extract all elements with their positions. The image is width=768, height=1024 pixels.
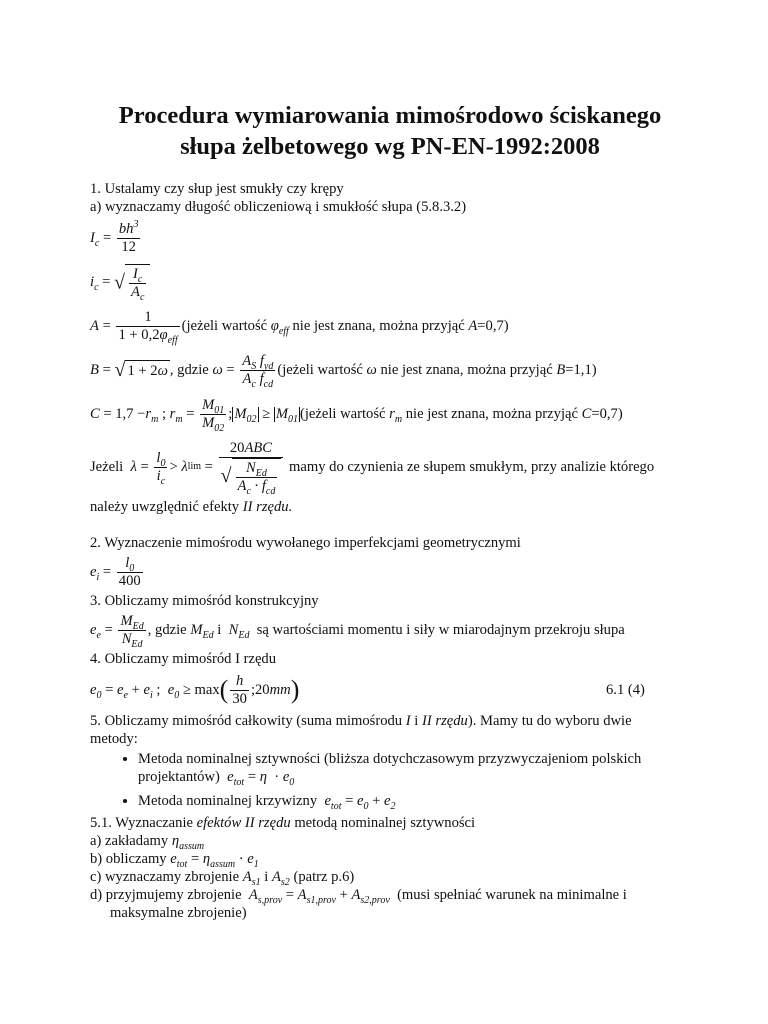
title-line-2: słupa żelbetowego wg PN-EN-1992:2008 (180, 133, 600, 160)
section-5-line-1 (90, 712, 690, 730)
A-value: =0,7) (477, 318, 509, 334)
s5-text-d: II rzędu (422, 713, 468, 729)
efekty-italic: II rzędu. (242, 499, 293, 515)
s51-text-b: metodą nominalnej sztywności (294, 815, 476, 831)
document-page (90, 100, 690, 922)
B-note-2: nie jest znana, można przyjąć (380, 362, 553, 378)
step-c-i: i (264, 869, 269, 885)
s51-text-it: efektów II rzędu (196, 815, 291, 831)
list-item: • Metoda nominalnej krzywizny $e_{tot} = e_0 + e_2$ (138, 792, 690, 810)
step-a: a) zakładamy $\eta_{assum}$ (90, 833, 205, 852)
step-b: b) obliczamy $e_{tot} = \eta_{assum} \cdot e_1$ (90, 851, 259, 870)
efekty-line (90, 498, 690, 516)
s3-i: i (217, 622, 222, 638)
step-d-end: (musi spełniać warunek na minimalne i (397, 887, 627, 903)
A-note-2: nie jest znana, można przyjąć (292, 318, 465, 334)
formula-A: A = 1 $1 + 0,2\varphi_{eff}$ (jeżeli wartość $\varphi_{eff}$ nie jest znana, można przyjąć A =0,7) (90, 308, 509, 346)
s3-desc: są wartościami momentu i siły w miarodajnym przekroju słupa (256, 622, 625, 638)
section-1a-text: a) wyznaczamy długość obliczeniową i smukłość słupa (5.8.3.2) (90, 199, 467, 215)
A-note: (jeżeli wartość (181, 318, 268, 334)
formula-slenderness: Jeżeli λ = $l_0$ $i_c$ > λ lim = 20ABC √ $N_{Ed}$ $A_c \cdot f_{cd}$ mamy do czynienia ze słupem smukłym, przy analizie którego (90, 439, 655, 497)
methods-list (90, 750, 690, 810)
step-d-text: d) przyjmujemy zbrojenie (90, 887, 242, 903)
step-c: c) wyznaczamy zbrojenie $A_{s1}$ i $A_{s2}$ (patrz p.6) (90, 869, 355, 888)
section-5-line-2: metody: (90, 731, 138, 747)
formula-e0: $e_0$ = $e_e$ + $e_i$ ; $e_0$ ≥ max ( h 30 ;20 mm ) 6.1 (4) (90, 672, 645, 707)
list-item: • Metoda nominalnej sztywności (bliższa dotychczasowym przyzwyczajeniom polskich projektantów) $e_{tot} = \eta \cdot e_0$ (138, 750, 690, 786)
method-1-text: Metoda nominalnej sztywności (bliższa dotychczasowym przyzwyczajeniom polskich (138, 751, 642, 767)
jezeli-text: Jeżeli (90, 459, 124, 475)
C-symbol: C (581, 406, 592, 422)
step-c-text: c) wyznaczamy zbrojenie (90, 869, 240, 885)
method-1-text-2: projektantów) (138, 769, 220, 785)
step-d: d) przyjmujemy zbrojenie $A_{s,prov} = A_{s1,prov} + A_{s2,prov}$ (musi spełniać warunek na minimalne i (90, 887, 627, 906)
B-value: =1,1) (565, 362, 597, 378)
s5-text-a: 5. Obliczamy mimośród całkowity (suma mimośrodu (90, 713, 403, 729)
formula-ee: $e_e$ = $M_{Ed}$ $N_{Ed}$ , gdzie $M_{Ed}$ i $N_{Ed}$ są wartościami momentu i siły w miarodajnym przekroju słupa (90, 612, 625, 650)
document-title (90, 100, 690, 162)
step-d-line-2: maksymalne zbrojenie) (110, 905, 247, 921)
C-note-2: nie jest znana, można przyjąć (405, 406, 578, 422)
A-symbol: A (468, 318, 478, 334)
B-note: (jeżeli wartość (277, 362, 363, 378)
title-line-1: Procedura wymiarowania mimośrodowo ściskanego (118, 102, 662, 129)
section-4-heading: 4. Obliczamy mimośród I rzędu (90, 651, 277, 667)
efekty-text: należy uwzględnić efekty (90, 499, 240, 515)
formula-B: B = √ 1 + 2ω , gdzie ω = $A_S$ $f_{yd}$ $A_c$ $f_{cd}$ (jeżeli wartość ω nie jest znana, można przyjąć B =1,1) (90, 352, 597, 390)
C-value: =0,7) (591, 406, 623, 422)
s3-gdzie: , gdzie (147, 622, 187, 638)
equation-number: 6.1 (4) (606, 682, 645, 698)
C-note: (jeżeli wartość (300, 406, 386, 422)
s5-text-b: I (405, 713, 411, 729)
step-b-text: b) obliczamy (90, 851, 167, 867)
section-5-1-heading (90, 814, 690, 832)
formula-C: C = 1,7 − $r_m$ ; $r_m$ = $M_{01}$ $M_{02}$ ; $M_{02}$ ≥ $M_{01}$ (jeżeli wartość $r_m$ nie jest znana, można przyjąć C =0,7) (90, 396, 623, 434)
step-c-end: (patrz p.6) (293, 869, 355, 885)
s51-text-a: 5.1. Wyznaczanie (90, 815, 193, 831)
step-a-text: a) zakładamy (90, 833, 169, 849)
smukly-text: mamy do czynienia ze słupem smukłym, przy analizie którego (289, 459, 655, 475)
B-gdzie: , gdzie (169, 362, 209, 378)
formula-Ic: $I_c$ = $bh^3$ 12 (90, 218, 139, 255)
section-3-heading: 3. Obliczamy mimośród konstrukcyjny (90, 593, 319, 609)
s5-text-c: i (414, 713, 419, 729)
formula-ic: $i_c$ = √ $\frac{I_c}{A_c}$ (90, 260, 690, 304)
formula-ei: $e_i$ = $l_0$ 400 (90, 554, 141, 589)
B-symbol: B (556, 362, 566, 378)
section-1-heading: 1. Ustalamy czy słup jest smukły czy krępy (90, 181, 344, 197)
s5-text-e: ). Mamy tu do wyboru dwie (467, 713, 632, 729)
section-2-heading: 2. Wyznaczenie mimośrodu wywołanego imperfekcjami geometrycznymi (90, 535, 521, 551)
method-2-text: Metoda nominalnej krzywizny (138, 793, 318, 809)
